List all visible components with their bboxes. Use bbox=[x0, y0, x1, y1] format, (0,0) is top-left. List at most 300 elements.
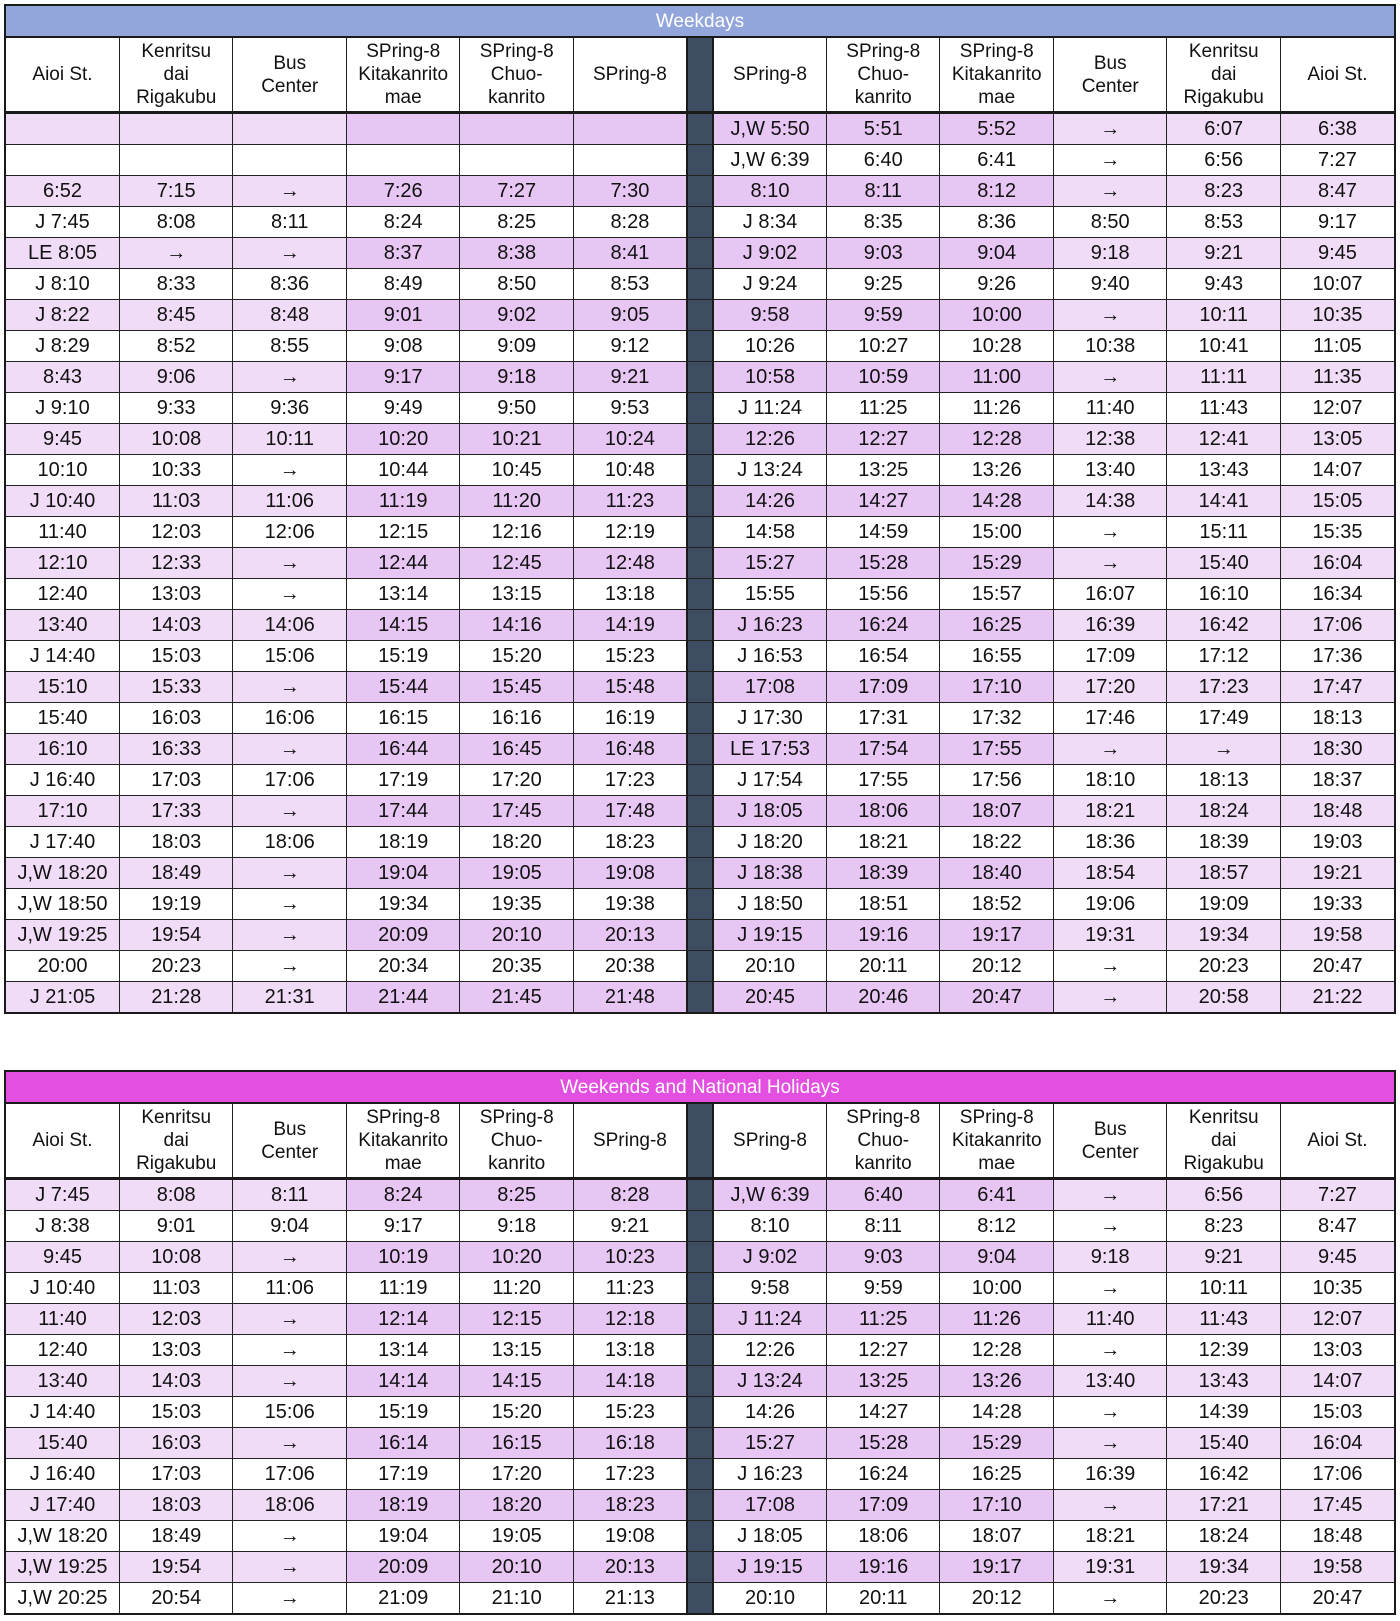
time-cell: 17:45 bbox=[1280, 1490, 1395, 1521]
time-cell: 13:03 bbox=[119, 579, 232, 610]
time-cell: 10:08 bbox=[119, 424, 232, 455]
time-cell: 7:27 bbox=[1280, 1179, 1395, 1211]
time-cell: → bbox=[1053, 300, 1166, 331]
time-cell: 6:38 bbox=[1280, 113, 1395, 145]
time-cell: 21:44 bbox=[346, 982, 459, 1014]
column-header: SPring-8 Chuo- kanrito bbox=[460, 1103, 573, 1179]
time-cell: 18:39 bbox=[1167, 827, 1280, 858]
table-row bbox=[5, 1304, 1395, 1335]
time-cell: J 21:05 bbox=[5, 982, 119, 1014]
time-cell: J,W 6:39 bbox=[713, 1179, 826, 1211]
time-cell: 15:23 bbox=[573, 1397, 686, 1428]
time-cell: 16:42 bbox=[1167, 610, 1280, 641]
time-cell: 16:55 bbox=[940, 641, 1053, 672]
time-cell: 17:19 bbox=[346, 1459, 459, 1490]
time-cell: 14:26 bbox=[713, 486, 826, 517]
time-cell: 20:23 bbox=[1167, 1583, 1280, 1615]
divider bbox=[687, 548, 713, 579]
time-cell: 8:49 bbox=[346, 269, 459, 300]
time-cell: 20:46 bbox=[827, 982, 940, 1014]
time-cell: 20:35 bbox=[460, 951, 573, 982]
time-cell: 8:10 bbox=[713, 1211, 826, 1242]
divider bbox=[687, 1179, 713, 1211]
time-cell: J 7:45 bbox=[5, 207, 119, 238]
time-cell bbox=[119, 113, 232, 145]
time-cell: 7:26 bbox=[346, 176, 459, 207]
time-cell: 15:33 bbox=[119, 672, 232, 703]
time-cell: 12:26 bbox=[713, 1335, 826, 1366]
time-cell: 21:09 bbox=[346, 1583, 459, 1615]
divider bbox=[687, 858, 713, 889]
time-cell: 18:19 bbox=[346, 1490, 459, 1521]
column-header: SPring-8 Chuo- kanrito bbox=[827, 1103, 940, 1179]
divider bbox=[687, 765, 713, 796]
time-cell: 9:04 bbox=[233, 1211, 346, 1242]
time-cell: → bbox=[1053, 951, 1166, 982]
time-cell: → bbox=[1053, 1490, 1166, 1521]
weekend-timetable bbox=[4, 1070, 1396, 1615]
time-cell: 16:06 bbox=[233, 703, 346, 734]
divider bbox=[687, 145, 713, 176]
time-cell: J 8:34 bbox=[713, 207, 826, 238]
time-cell: 15:27 bbox=[713, 548, 826, 579]
time-cell: 11:43 bbox=[1167, 393, 1280, 424]
time-cell: 8:24 bbox=[346, 207, 459, 238]
time-cell: 13:43 bbox=[1167, 1366, 1280, 1397]
time-cell: 14:15 bbox=[346, 610, 459, 641]
divider bbox=[687, 672, 713, 703]
time-cell: 9:45 bbox=[1280, 238, 1395, 269]
time-cell: 14:27 bbox=[827, 1397, 940, 1428]
time-cell: 13:26 bbox=[940, 455, 1053, 486]
divider bbox=[687, 889, 713, 920]
time-cell: J 11:24 bbox=[713, 1304, 826, 1335]
time-cell: 15:40 bbox=[5, 1428, 119, 1459]
time-cell: → bbox=[1053, 1583, 1166, 1615]
time-cell bbox=[573, 113, 686, 145]
time-cell: 16:42 bbox=[1167, 1459, 1280, 1490]
time-cell: 16:04 bbox=[1280, 548, 1395, 579]
time-cell: 19:08 bbox=[573, 1521, 686, 1552]
time-cell bbox=[233, 113, 346, 145]
time-cell: 11:26 bbox=[940, 1304, 1053, 1335]
time-cell: 14:19 bbox=[573, 610, 686, 641]
time-cell: 19:33 bbox=[1280, 889, 1395, 920]
divider bbox=[687, 37, 713, 113]
time-cell: 11:03 bbox=[119, 1273, 232, 1304]
time-cell: 8:47 bbox=[1280, 1211, 1395, 1242]
divider bbox=[687, 1428, 713, 1459]
time-cell: 9:06 bbox=[119, 362, 232, 393]
divider bbox=[687, 1583, 713, 1615]
time-cell: 10:44 bbox=[346, 455, 459, 486]
divider bbox=[687, 517, 713, 548]
column-header: Aioi St. bbox=[5, 1103, 119, 1179]
column-header: SPring-8 Chuo- kanrito bbox=[460, 37, 573, 113]
table-row bbox=[5, 176, 1395, 207]
time-cell: 11:19 bbox=[346, 1273, 459, 1304]
time-cell: 17:06 bbox=[233, 1459, 346, 1490]
time-cell: → bbox=[233, 858, 346, 889]
time-cell: 8:53 bbox=[1167, 207, 1280, 238]
table-row bbox=[5, 827, 1395, 858]
time-cell: 18:36 bbox=[1053, 827, 1166, 858]
time-cell: 14:16 bbox=[460, 610, 573, 641]
time-cell: 9:04 bbox=[940, 238, 1053, 269]
time-cell: 12:15 bbox=[460, 1304, 573, 1335]
time-cell: → bbox=[233, 1366, 346, 1397]
time-cell: 10:38 bbox=[1053, 331, 1166, 362]
time-cell: J,W 20:25 bbox=[5, 1583, 119, 1615]
time-cell: 17:46 bbox=[1053, 703, 1166, 734]
time-cell: 18:23 bbox=[573, 827, 686, 858]
time-cell: 15:56 bbox=[827, 579, 940, 610]
time-cell: 10:27 bbox=[827, 331, 940, 362]
divider bbox=[687, 982, 713, 1014]
column-header: Kenritsu dai Rigakubu bbox=[1167, 1103, 1280, 1179]
time-cell: J 16:23 bbox=[713, 610, 826, 641]
time-cell: 12:40 bbox=[5, 1335, 119, 1366]
time-cell: 17:20 bbox=[460, 1459, 573, 1490]
time-cell: 8:38 bbox=[460, 238, 573, 269]
time-cell: J 17:30 bbox=[713, 703, 826, 734]
time-cell: J 7:45 bbox=[5, 1179, 119, 1211]
table-row bbox=[5, 1242, 1395, 1273]
table-row bbox=[5, 889, 1395, 920]
time-cell: 10:48 bbox=[573, 455, 686, 486]
time-cell: 18:06 bbox=[827, 796, 940, 827]
time-cell: 20:23 bbox=[119, 951, 232, 982]
time-cell: 10:20 bbox=[346, 424, 459, 455]
time-cell: 18:03 bbox=[119, 1490, 232, 1521]
time-cell: 17:55 bbox=[940, 734, 1053, 765]
divider bbox=[687, 238, 713, 269]
time-cell: 20:23 bbox=[1167, 951, 1280, 982]
time-cell: 15:48 bbox=[573, 672, 686, 703]
table-row bbox=[5, 1552, 1395, 1583]
time-cell: 18:21 bbox=[1053, 796, 1166, 827]
time-cell: J 9:02 bbox=[713, 1242, 826, 1273]
time-cell: 17:23 bbox=[573, 1459, 686, 1490]
time-cell: J 8:29 bbox=[5, 331, 119, 362]
time-cell: 9:18 bbox=[460, 362, 573, 393]
time-cell: 18:24 bbox=[1167, 796, 1280, 827]
time-cell: → bbox=[233, 1552, 346, 1583]
time-cell: 18:23 bbox=[573, 1490, 686, 1521]
time-cell: 8:08 bbox=[119, 1179, 232, 1211]
time-cell: 17:12 bbox=[1167, 641, 1280, 672]
time-cell: 8:41 bbox=[573, 238, 686, 269]
weekday-banner: Weekdays bbox=[4, 4, 1396, 36]
time-cell: 6:56 bbox=[1167, 1179, 1280, 1211]
time-cell: 12:06 bbox=[233, 517, 346, 548]
divider bbox=[687, 703, 713, 734]
column-header: SPring-8 Kitakanrito mae bbox=[346, 1103, 459, 1179]
table-row bbox=[5, 1428, 1395, 1459]
time-cell: 11:35 bbox=[1280, 362, 1395, 393]
time-cell: 20:54 bbox=[119, 1583, 232, 1615]
time-cell: 13:43 bbox=[1167, 455, 1280, 486]
column-header: SPring-8 Chuo- kanrito bbox=[827, 37, 940, 113]
time-cell: J 11:24 bbox=[713, 393, 826, 424]
column-header: Kenritsu dai Rigakubu bbox=[119, 1103, 232, 1179]
divider bbox=[687, 1366, 713, 1397]
time-cell: 14:07 bbox=[1280, 1366, 1395, 1397]
time-cell: 17:10 bbox=[5, 796, 119, 827]
time-cell: 13:18 bbox=[573, 1335, 686, 1366]
time-cell: → bbox=[1053, 734, 1166, 765]
time-cell: 12:10 bbox=[5, 548, 119, 579]
time-cell: → bbox=[1053, 1428, 1166, 1459]
time-cell: → bbox=[233, 362, 346, 393]
time-cell: 13:25 bbox=[827, 1366, 940, 1397]
time-cell: 20:47 bbox=[940, 982, 1053, 1014]
time-cell: 8:23 bbox=[1167, 1211, 1280, 1242]
time-cell: 12:28 bbox=[940, 1335, 1053, 1366]
time-cell: 8:48 bbox=[233, 300, 346, 331]
time-cell: 9:45 bbox=[1280, 1242, 1395, 1273]
time-cell: 17:08 bbox=[713, 672, 826, 703]
time-cell: 8:50 bbox=[460, 269, 573, 300]
time-cell: 11:11 bbox=[1167, 362, 1280, 393]
time-cell: 19:03 bbox=[1280, 827, 1395, 858]
time-cell: 17:55 bbox=[827, 765, 940, 796]
time-cell: 16:18 bbox=[573, 1428, 686, 1459]
time-cell: J 18:38 bbox=[713, 858, 826, 889]
divider bbox=[687, 951, 713, 982]
table-row bbox=[5, 982, 1395, 1014]
time-cell: 19:04 bbox=[346, 858, 459, 889]
time-cell: 19:08 bbox=[573, 858, 686, 889]
column-header: Bus Center bbox=[1053, 1103, 1166, 1179]
time-cell: 17:48 bbox=[573, 796, 686, 827]
time-cell: 18:48 bbox=[1280, 1521, 1395, 1552]
time-cell: 16:54 bbox=[827, 641, 940, 672]
time-cell: 14:15 bbox=[460, 1366, 573, 1397]
time-cell: 7:27 bbox=[460, 176, 573, 207]
time-cell: 19:19 bbox=[119, 889, 232, 920]
time-cell: → bbox=[1053, 176, 1166, 207]
time-cell: 18:07 bbox=[940, 1521, 1053, 1552]
time-cell: 12:18 bbox=[573, 1304, 686, 1335]
time-cell: 17:20 bbox=[1053, 672, 1166, 703]
time-cell: → bbox=[233, 1428, 346, 1459]
time-cell: 9:03 bbox=[827, 238, 940, 269]
time-cell: 10:00 bbox=[940, 1273, 1053, 1304]
time-cell: 16:15 bbox=[460, 1428, 573, 1459]
time-cell: 8:08 bbox=[119, 207, 232, 238]
time-cell: 19:31 bbox=[1053, 1552, 1166, 1583]
divider bbox=[687, 1490, 713, 1521]
time-cell: 17:21 bbox=[1167, 1490, 1280, 1521]
time-cell: 17:56 bbox=[940, 765, 1053, 796]
time-cell: 20:09 bbox=[346, 1552, 459, 1583]
divider bbox=[687, 300, 713, 331]
time-cell: 17:09 bbox=[1053, 641, 1166, 672]
time-cell: 9:53 bbox=[573, 393, 686, 424]
time-cell: 14:39 bbox=[1167, 1397, 1280, 1428]
column-header: SPring-8 Kitakanrito mae bbox=[940, 1103, 1053, 1179]
time-cell: 21:13 bbox=[573, 1583, 686, 1615]
time-cell: 15:19 bbox=[346, 1397, 459, 1428]
time-cell: 10:41 bbox=[1167, 331, 1280, 362]
time-cell: J,W 18:20 bbox=[5, 1521, 119, 1552]
time-cell: → bbox=[233, 238, 346, 269]
divider bbox=[687, 1273, 713, 1304]
time-cell: → bbox=[233, 579, 346, 610]
time-cell: 16:44 bbox=[346, 734, 459, 765]
time-cell: 18:21 bbox=[827, 827, 940, 858]
time-cell: 19:16 bbox=[827, 920, 940, 951]
column-header: SPring-8 Kitakanrito mae bbox=[940, 37, 1053, 113]
time-cell: 13:40 bbox=[1053, 455, 1166, 486]
table-row bbox=[5, 486, 1395, 517]
time-cell: 19:58 bbox=[1280, 1552, 1395, 1583]
time-cell: 20:47 bbox=[1280, 951, 1395, 982]
time-cell: → bbox=[233, 548, 346, 579]
table-row bbox=[5, 331, 1395, 362]
time-cell: 17:08 bbox=[713, 1490, 826, 1521]
time-cell: 17:23 bbox=[573, 765, 686, 796]
time-cell: 20:12 bbox=[940, 951, 1053, 982]
time-cell: → bbox=[233, 1242, 346, 1273]
time-cell: 16:25 bbox=[940, 1459, 1053, 1490]
time-cell: 18:48 bbox=[1280, 796, 1395, 827]
time-cell: 10:35 bbox=[1280, 1273, 1395, 1304]
time-cell: 10:24 bbox=[573, 424, 686, 455]
time-cell: 16:03 bbox=[119, 1428, 232, 1459]
time-cell: 11:00 bbox=[940, 362, 1053, 393]
time-cell: 19:34 bbox=[1167, 920, 1280, 951]
time-cell: 11:20 bbox=[460, 1273, 573, 1304]
time-cell: 11:03 bbox=[119, 486, 232, 517]
time-cell: 16:19 bbox=[573, 703, 686, 734]
divider bbox=[687, 1459, 713, 1490]
time-cell bbox=[233, 145, 346, 176]
time-cell: J 17:54 bbox=[713, 765, 826, 796]
time-cell: 7:27 bbox=[1280, 145, 1395, 176]
time-cell: 9:50 bbox=[460, 393, 573, 424]
time-cell: 8:11 bbox=[233, 207, 346, 238]
time-cell: 15:44 bbox=[346, 672, 459, 703]
time-cell: 11:40 bbox=[5, 517, 119, 548]
time-cell: 15:35 bbox=[1280, 517, 1395, 548]
time-cell: 16:14 bbox=[346, 1428, 459, 1459]
time-cell: 11:06 bbox=[233, 1273, 346, 1304]
time-cell: 18:57 bbox=[1167, 858, 1280, 889]
divider bbox=[687, 269, 713, 300]
time-cell: 8:36 bbox=[940, 207, 1053, 238]
time-cell: 11:40 bbox=[5, 1304, 119, 1335]
time-cell: → bbox=[233, 920, 346, 951]
time-cell: J 17:40 bbox=[5, 1490, 119, 1521]
table-row bbox=[5, 269, 1395, 300]
weekend-banner: Weekends and National Holidays bbox=[4, 1070, 1396, 1102]
time-cell: 8:35 bbox=[827, 207, 940, 238]
time-cell: 15:55 bbox=[713, 579, 826, 610]
time-cell: 19:21 bbox=[1280, 858, 1395, 889]
time-cell: 8:36 bbox=[233, 269, 346, 300]
time-cell: 14:59 bbox=[827, 517, 940, 548]
time-cell: 20:10 bbox=[713, 1583, 826, 1615]
column-header: Aioi St. bbox=[1280, 37, 1395, 113]
table-row bbox=[5, 1521, 1395, 1552]
time-cell: 17:45 bbox=[460, 796, 573, 827]
time-cell bbox=[573, 145, 686, 176]
time-cell: J 9:24 bbox=[713, 269, 826, 300]
time-cell: 16:16 bbox=[460, 703, 573, 734]
time-cell: 20:47 bbox=[1280, 1583, 1395, 1615]
time-cell: 19:17 bbox=[940, 1552, 1053, 1583]
time-cell: → bbox=[1053, 1211, 1166, 1242]
time-cell: 14:18 bbox=[573, 1366, 686, 1397]
time-cell: 6:07 bbox=[1167, 113, 1280, 145]
divider bbox=[687, 486, 713, 517]
time-cell: 16:33 bbox=[119, 734, 232, 765]
time-cell: 20:11 bbox=[827, 1583, 940, 1615]
time-cell: J 14:40 bbox=[5, 641, 119, 672]
time-cell: 20:09 bbox=[346, 920, 459, 951]
time-cell: 9:09 bbox=[460, 331, 573, 362]
column-header: Bus Center bbox=[1053, 37, 1166, 113]
time-cell: 18:51 bbox=[827, 889, 940, 920]
time-cell: J 8:10 bbox=[5, 269, 119, 300]
time-cell: 17:09 bbox=[827, 1490, 940, 1521]
time-cell: 5:52 bbox=[940, 113, 1053, 145]
time-cell: 18:19 bbox=[346, 827, 459, 858]
time-cell: J 16:53 bbox=[713, 641, 826, 672]
table-row bbox=[5, 1459, 1395, 1490]
time-cell: 15:06 bbox=[233, 641, 346, 672]
time-cell: 14:03 bbox=[119, 610, 232, 641]
time-cell: 16:24 bbox=[827, 610, 940, 641]
time-cell: 15:28 bbox=[827, 1428, 940, 1459]
time-cell: 14:28 bbox=[940, 1397, 1053, 1428]
time-cell: J 8:38 bbox=[5, 1211, 119, 1242]
time-cell: → bbox=[233, 176, 346, 207]
column-header: Aioi St. bbox=[5, 37, 119, 113]
time-cell: J 14:40 bbox=[5, 1397, 119, 1428]
time-cell: 17:33 bbox=[119, 796, 232, 827]
time-cell: 10:26 bbox=[713, 331, 826, 362]
divider bbox=[687, 362, 713, 393]
time-cell: 6:52 bbox=[5, 176, 119, 207]
time-cell: 17:54 bbox=[827, 734, 940, 765]
time-cell: 10:11 bbox=[1167, 1273, 1280, 1304]
time-cell: 13:40 bbox=[5, 610, 119, 641]
time-cell: 10:35 bbox=[1280, 300, 1395, 331]
column-header: Kenritsu dai Rigakubu bbox=[1167, 37, 1280, 113]
time-cell: 8:50 bbox=[1053, 207, 1166, 238]
divider bbox=[687, 1521, 713, 1552]
time-cell: 10:58 bbox=[713, 362, 826, 393]
table-row bbox=[5, 1397, 1395, 1428]
time-cell: 19:05 bbox=[460, 1521, 573, 1552]
column-header: Kenritsu dai Rigakubu bbox=[119, 37, 232, 113]
time-cell: 18:49 bbox=[119, 858, 232, 889]
time-cell: 9:17 bbox=[346, 1211, 459, 1242]
time-cell: J 16:40 bbox=[5, 765, 119, 796]
time-cell: 12:19 bbox=[573, 517, 686, 548]
divider bbox=[687, 113, 713, 145]
table-row bbox=[5, 1179, 1395, 1211]
time-cell: 10:20 bbox=[460, 1242, 573, 1273]
time-cell: 12:44 bbox=[346, 548, 459, 579]
table-row bbox=[5, 145, 1395, 176]
time-cell: 11:43 bbox=[1167, 1304, 1280, 1335]
time-cell: 18:20 bbox=[460, 827, 573, 858]
time-cell: 14:28 bbox=[940, 486, 1053, 517]
